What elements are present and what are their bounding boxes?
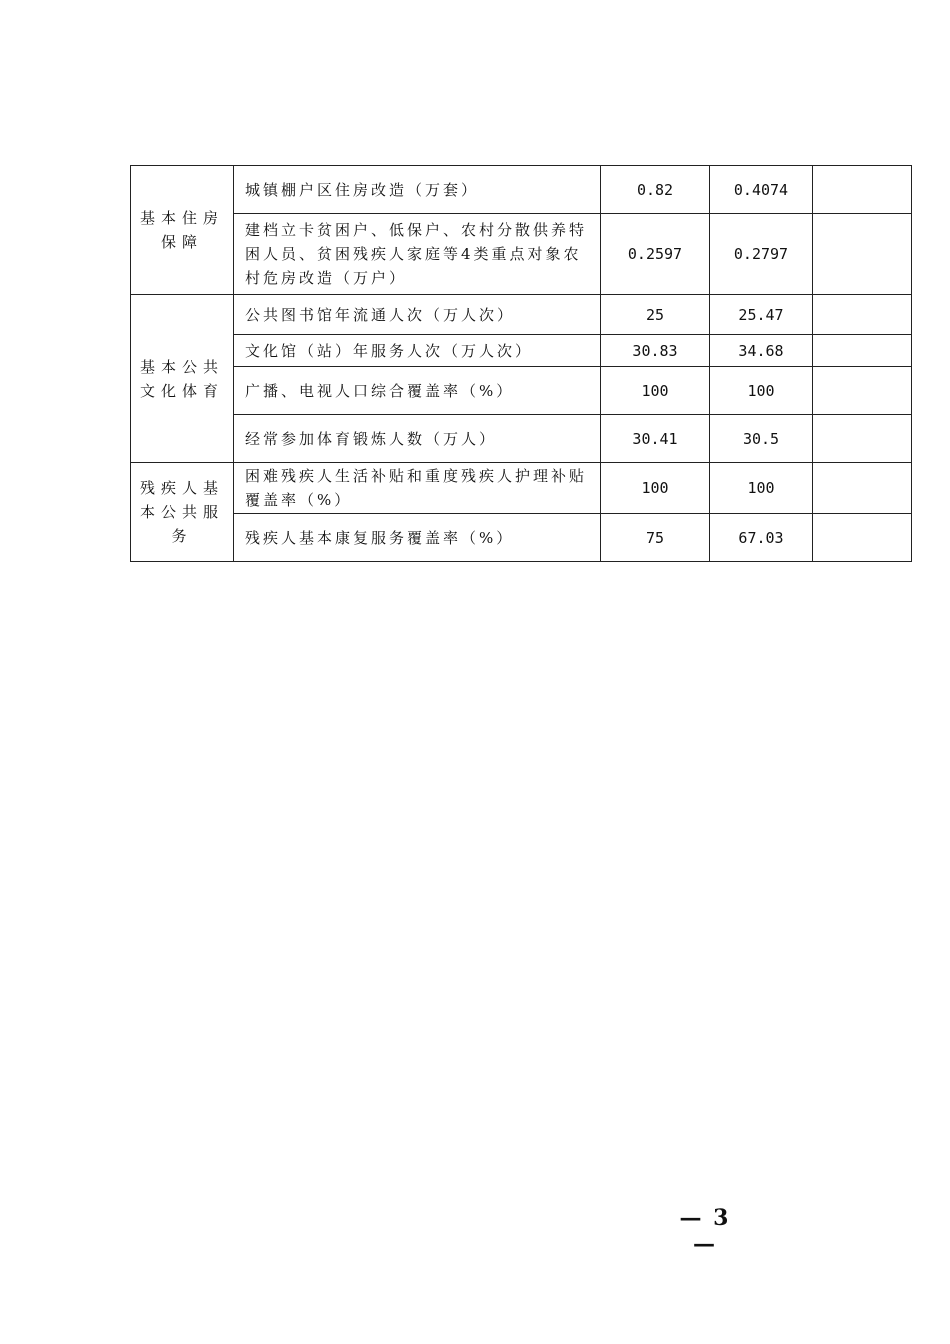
actual-value: 100 — [710, 463, 813, 514]
actual-value: 30.5 — [710, 415, 813, 463]
target-value: 30.41 — [601, 415, 710, 463]
target-value: 100 — [601, 463, 710, 514]
actual-value: 0.4074 — [710, 166, 813, 214]
indicator-cell: 广播、电视人口综合覆盖率（%） — [234, 367, 601, 415]
table-row — [131, 214, 912, 295]
note-cell — [813, 166, 912, 214]
indicator-cell: 困难残疾人生活补贴和重度残疾人护理补贴覆盖率（%） — [234, 463, 601, 514]
indicator-cell: 经常参加体育锻炼人数（万人） — [234, 415, 601, 463]
actual-value: 25.47 — [710, 295, 813, 335]
table-row — [131, 335, 912, 367]
actual-value: 67.03 — [710, 514, 813, 562]
note-cell — [813, 367, 912, 415]
actual-value: 0.2797 — [710, 214, 813, 295]
target-value: 100 — [601, 367, 710, 415]
category-cell: 基本公共文化体育 — [131, 295, 234, 463]
page-number: — 3 — — [679, 1205, 731, 1257]
table-row — [131, 463, 912, 514]
target-value: 75 — [601, 514, 710, 562]
category-cell: 基本住房保障 — [131, 166, 234, 295]
table-row — [131, 367, 912, 415]
actual-value: 100 — [710, 367, 813, 415]
table-row — [131, 415, 912, 463]
indicator-cell: 城镇棚户区住房改造（万套） — [234, 166, 601, 214]
note-cell — [813, 415, 912, 463]
table-row — [131, 166, 912, 214]
indicator-cell: 建档立卡贫困户、低保户、农村分散供养特困人员、贫困残疾人家庭等4类重点对象农村危房改造（万户） — [234, 214, 601, 295]
indicator-cell: 残疾人基本康复服务覆盖率（%） — [234, 514, 601, 562]
note-cell — [813, 214, 912, 295]
note-cell — [813, 514, 912, 562]
note-cell — [813, 463, 912, 514]
table-row — [131, 295, 912, 335]
table-row — [131, 514, 912, 562]
target-value: 0.2597 — [601, 214, 710, 295]
category-cell: 残疾人基本公共服务 — [131, 463, 234, 562]
indicator-table — [130, 165, 912, 562]
indicator-cell: 文化馆（站）年服务人次（万人次） — [234, 335, 601, 367]
note-cell — [813, 335, 912, 367]
target-value: 0.82 — [601, 166, 710, 214]
actual-value: 34.68 — [710, 335, 813, 367]
target-value: 30.83 — [601, 335, 710, 367]
indicator-cell: 公共图书馆年流通人次（万人次） — [234, 295, 601, 335]
target-value: 25 — [601, 295, 710, 335]
note-cell — [813, 295, 912, 335]
